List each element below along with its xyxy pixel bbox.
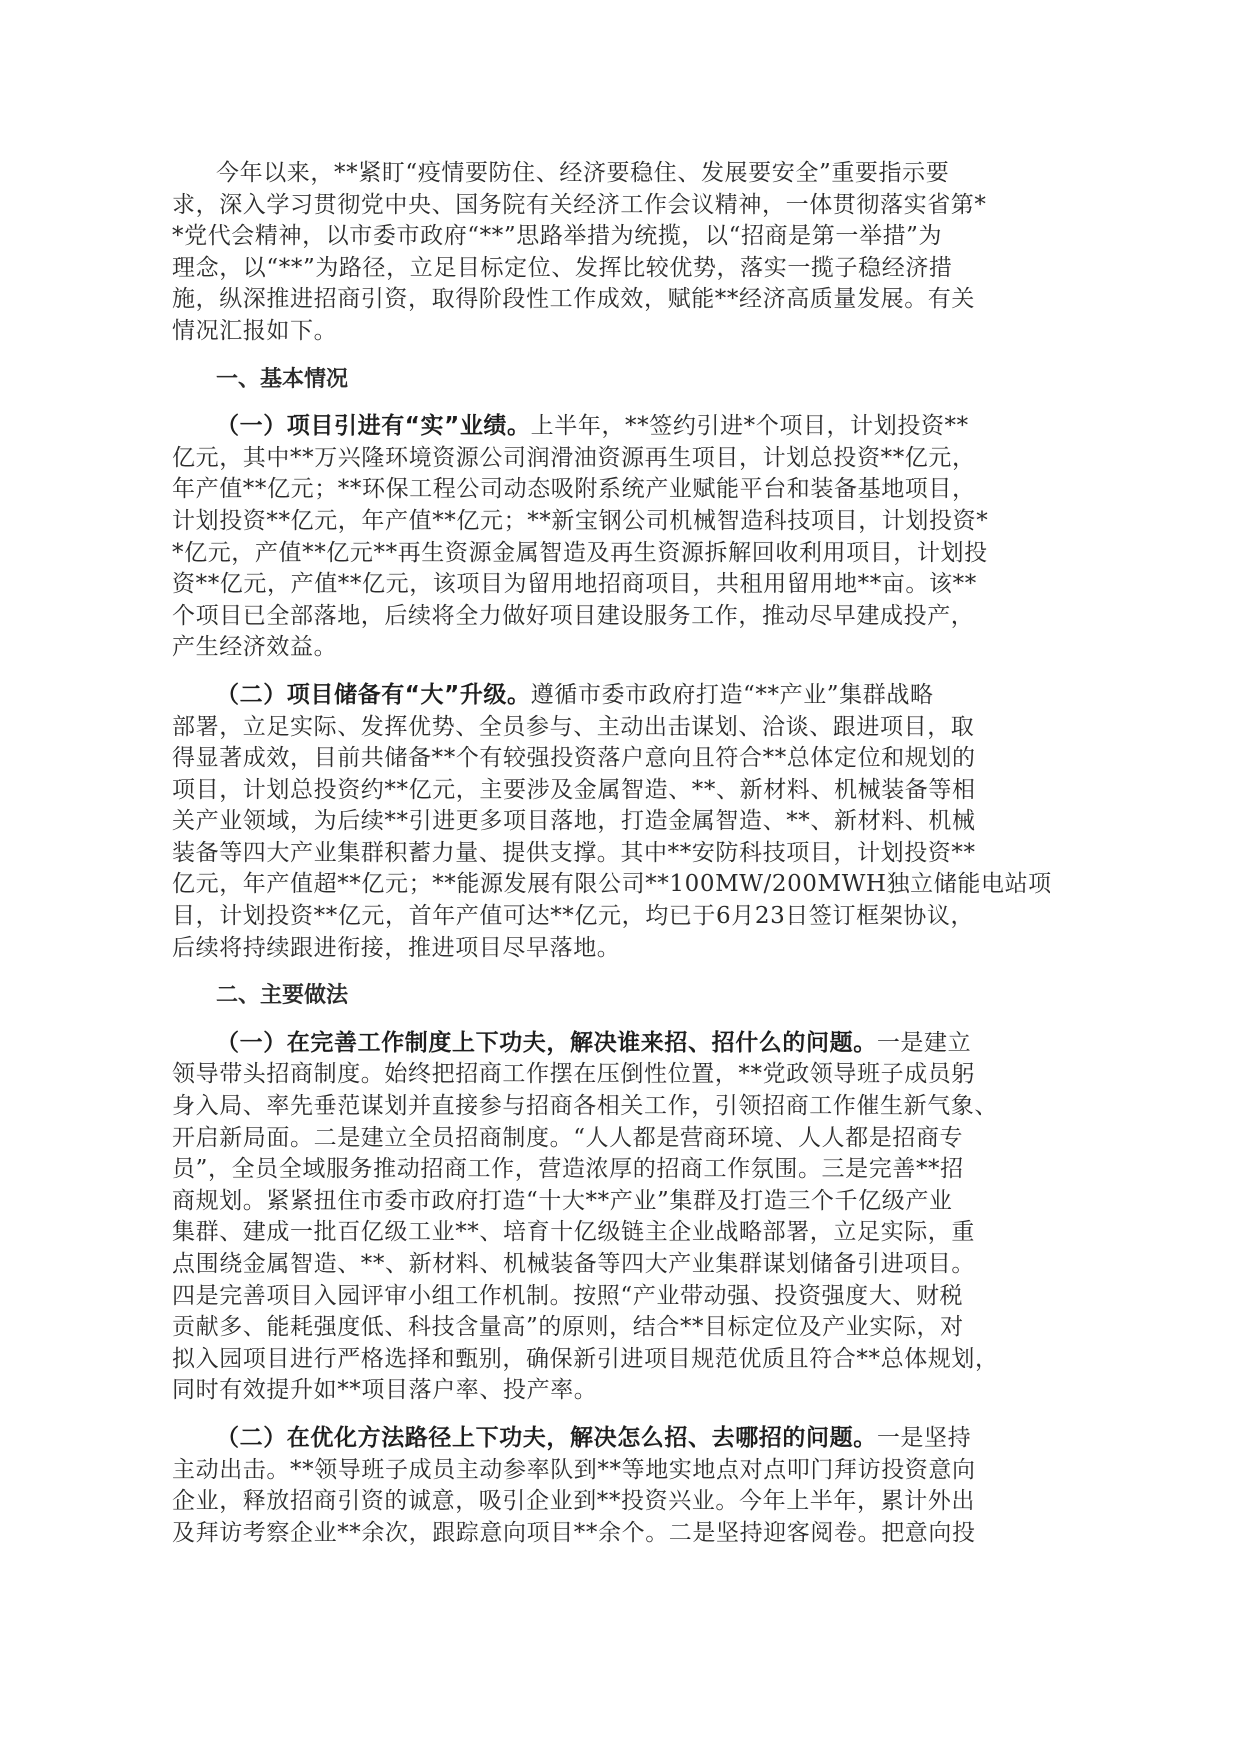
paragraph-text: 遵循市委市政府打造“**产业”集群战略 — [530, 681, 934, 708]
document-page — [172, 158, 1052, 1549]
text-line — [172, 1423, 1052, 1455]
text-line: 贡献多、能耗强度低、科技含量高”的原则，结合**目标定位及产业实际，对 — [172, 1314, 964, 1341]
text-line: 开启新局面。二是建立全员招商制度。“人人都是营商环境、人人都是招商专 — [172, 1124, 964, 1151]
text-line: 后续将持续跟进衔接，推进项目尽早落地。 — [172, 934, 621, 961]
text-line: 得显著成效，目前共储备**个有较强投资落户意向且符合**总体定位和规划的 — [172, 745, 976, 772]
paragraph-project-introduction — [172, 411, 1052, 664]
paragraph-lead: （二）在优化方法路径上下功夫，解决怎么招、去哪招的问题。 — [216, 1424, 877, 1451]
text-line — [172, 1028, 1052, 1060]
section-heading-basic-situation: 一、基本情况 — [216, 366, 349, 392]
text-line: 目，计划投资**亿元，首年产值可达**亿元，均已于6月23日签订框架协议， — [172, 903, 975, 930]
text-line: 个项目已全部落地，后续将全力做好项目建设服务工作，推动尽早建成投产， — [172, 602, 975, 629]
paragraph-lead: （一）项目引进有“实”业绩。 — [216, 413, 531, 440]
text-line — [172, 411, 1052, 443]
section-heading-main-practices: 二、主要做法 — [216, 983, 349, 1009]
text-line: 计划投资**亿元，年产值**亿元；**新宝钢公司机械智造科技项目，计划投资* — [172, 507, 989, 534]
text-line: 亿元，其中**万兴隆环境资源公司润滑油资源再生项目，计划总投资**亿元， — [172, 444, 976, 471]
paragraph-text: 一是建立 — [876, 1029, 972, 1056]
text-line: *党代会精神，以市委市政府“**”思路举措为统揽，以“招商是第一举措”为 — [172, 223, 943, 250]
text-line: 资**亿元，产值**亿元，该项目为留用地招商项目，共租用留用地**亩。该** — [172, 571, 977, 598]
text-line: 集群、建成一批百亿级工业**、培育十亿级链主企业战略部署，立足实际，重 — [172, 1219, 975, 1246]
text-line: 部署，立足实际、发挥优势、全员参与、主动出击谋划、洽谈、跟进项目，取 — [172, 713, 975, 740]
text-line: 员”，全员全域服务推动招商工作，营造浓厚的招商工作氛围。三是完善**招 — [172, 1156, 964, 1183]
paragraph-text: 一是坚持 — [876, 1424, 972, 1451]
text-line: 同时有效提升如**项目落户率、投产率。 — [172, 1377, 598, 1404]
text-line: 情况汇报如下。 — [172, 317, 338, 344]
text-line: *亿元，产值**亿元**再生资源金属智造及再生资源拆解回收利用项目，计划投 — [172, 539, 988, 566]
text-line: 产生经济效益。 — [172, 634, 338, 661]
text-line: 求，深入学习贯彻党中央、国务院有关经济工作会议精神，一体贯彻落实省第* — [172, 191, 987, 218]
text-line: 拟入园项目进行严格选择和甄别，确保新引进项目规范优质且符合**总体规划， — [172, 1345, 999, 1372]
text-line: 装备等四大产业集群积蓄力量、提供支撑。其中**安防科技项目，计划投资** — [172, 839, 976, 866]
text-line: 亿元，年产值超**亿元；**能源发展有限公司**100MW/200MWH独立储能电站项 — [172, 871, 1052, 898]
paragraph-work-system — [172, 1028, 1052, 1407]
text-line: 四是完善项目入园评审小组工作机制。按照“产业带动强、投资强度大、财税 — [172, 1282, 964, 1309]
text-line: 项目，计划总投资约**亿元，主要涉及金属智造、**、新材料、机械装备等相 — [172, 776, 976, 803]
paragraph-method-path — [172, 1423, 1052, 1549]
text-line: 领导带头招商制度。始终把招商工作摆在压倒性位置，**党政领导班子成员躬 — [172, 1061, 975, 1088]
paragraph-lead: （二）项目储备有“大”升级。 — [216, 681, 531, 708]
text-line — [172, 680, 1052, 712]
text-line: 商规划。紧紧扭住市委市政府打造“十大**产业”集群及打造三个千亿级产业 — [172, 1187, 953, 1214]
text-line: 施，纵深推进招商引资，取得阶段性工作成效，赋能**经济高质量发展。有关 — [172, 286, 975, 313]
text-line: 企业，释放招商引资的诚意，吸引企业到**投资兴业。今年上半年，累计外出 — [172, 1488, 975, 1515]
text-line: 年产值**亿元；**环保工程公司动态吸附系统产业赋能平台和装备基地项目， — [172, 476, 976, 503]
text-line: 关产业领域，为后续**引进更多项目落地，打造金属智造、**、新材料、机械 — [172, 808, 976, 835]
text-line: 今年以来，**紧盯“疫情要防住、经济要稳住、发展要安全”重要指示要 — [216, 160, 950, 186]
paragraph-lead: （一）在完善工作制度上下功夫，解决谁来招、招什么的问题。 — [216, 1029, 877, 1056]
paragraph-text: 上半年，**签约引进*个项目，计划投资** — [530, 413, 969, 440]
text-line: 理念，以“**”为路径，立足目标定位、发挥比较优势，落实一揽子稳经济措 — [172, 254, 953, 281]
text-line: 及拜访考察企业**余次，跟踪意向项目**余个。二是坚持迎客阅卷。把意向投 — [172, 1519, 976, 1546]
text-line: 身入局、率先垂范谋划并直接参与招商各相关工作，引领招商工作催生新气象、 — [172, 1093, 998, 1120]
intro-paragraph — [172, 158, 1052, 348]
paragraph-project-reserve — [172, 680, 1052, 964]
text-line: 点围绕金属智造、**、新材料、机械装备等四大产业集群谋划储备引进项目。 — [172, 1251, 975, 1277]
text-line: 主动出击。**领导班子成员主动参率队到**等地实地点对点叩门拜访投资意向 — [172, 1456, 976, 1483]
